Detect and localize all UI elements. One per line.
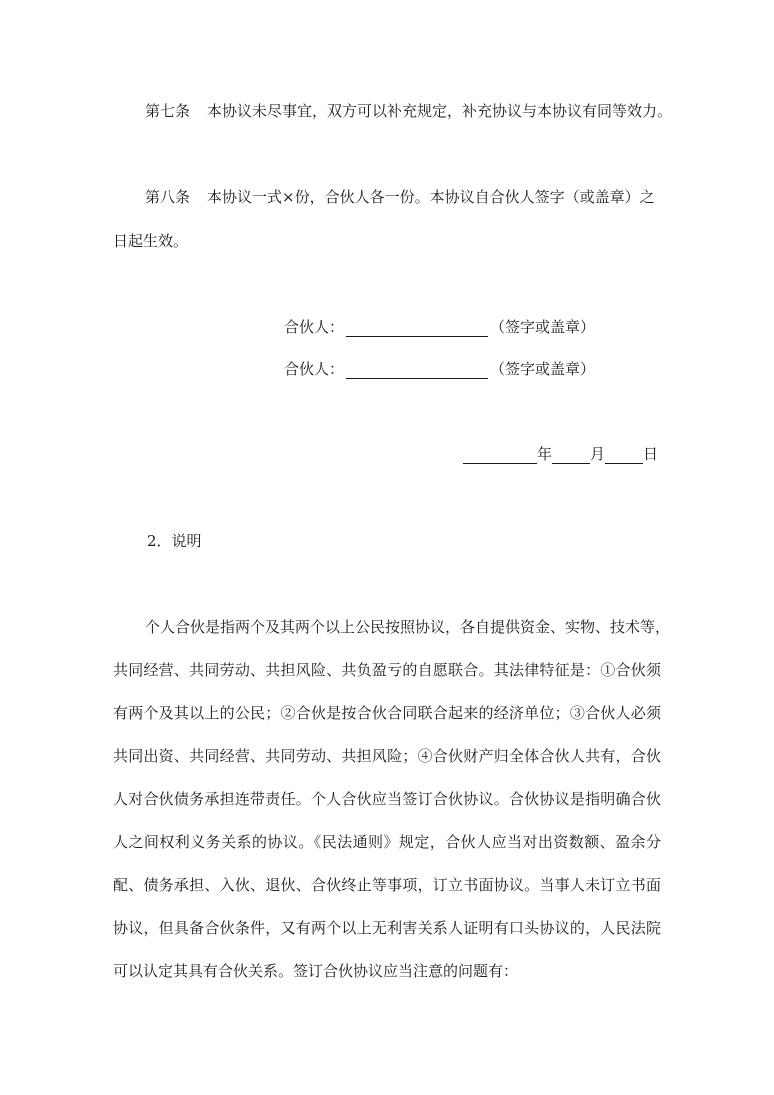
- signature-blank: [346, 319, 488, 337]
- signature-blank: [346, 361, 488, 379]
- signature-label: 合伙人：: [284, 360, 345, 378]
- clause-8-line-2: 日起生效。: [113, 232, 189, 250]
- paragraph-line: 人之间权利义务关系的协议。《民法通则》规定，合伙人应当对出资数额、盈余分: [113, 833, 661, 851]
- paragraph-line: 配、债务承担、入伙、退伙、合伙终止等事项，订立书面协议。当事人未订立书面: [113, 876, 661, 894]
- clause-7-label: 第七条: [145, 102, 191, 120]
- signature-label: 合伙人：: [284, 318, 345, 336]
- paragraph-line: 有两个及其以上的公民；②合伙是按合伙合同联合起来的经济单位；③合伙人必须: [113, 704, 661, 722]
- clause-8-label: 第八条: [145, 188, 191, 206]
- day-blank: [605, 446, 643, 464]
- paragraph-line: 可以认定其具有合伙关系。签订合伙协议应当注意的问题有：: [113, 962, 519, 980]
- clause-8-line-1: [145, 187, 661, 207]
- clause-7-text: 本协议未尽事宜，双方可以补充规定，补充协议与本协议有同等效力。: [207, 102, 673, 120]
- date-row: [463, 444, 658, 464]
- clause-7: [145, 101, 673, 121]
- signature-note: （签字或盖章）: [490, 360, 596, 378]
- signature-row-1: [284, 317, 595, 337]
- signature-note: （签字或盖章）: [490, 318, 596, 336]
- month-blank: [552, 446, 590, 464]
- paragraph-line: 协议，但具备合伙条件，又有两个以上无利害关系人证明有口头协议的，人民法院: [113, 919, 661, 937]
- paragraph-line: 人对合伙债务承担连带责任。个人合伙应当签订合伙协议。合伙协议是指明确合伙: [113, 790, 661, 808]
- year-label: 年: [536, 445, 552, 463]
- section-heading: 2．说明: [147, 532, 202, 550]
- paragraph-line: 共同经营、共同劳动、共担风险、共负盈亏的自愿联合。其法律特征是：①合伙须: [113, 661, 661, 679]
- clause-8-text-1: 本协议一式×份，合伙人各一份。本协议自合伙人签字（或盖章）之: [207, 188, 655, 206]
- paragraph-line: 个人合伙是指两个及其两个以上公民按照协议，各自提供资金、实物、技术等，: [145, 618, 671, 636]
- day-label: 日: [642, 445, 658, 463]
- paragraph-line: 共同出资、共同经营、共同劳动、共担风险；④合伙财产归全体合伙人共有，合伙: [113, 747, 661, 765]
- signature-row-2: [284, 359, 595, 379]
- year-blank: [463, 446, 537, 464]
- month-label: 月: [589, 445, 605, 463]
